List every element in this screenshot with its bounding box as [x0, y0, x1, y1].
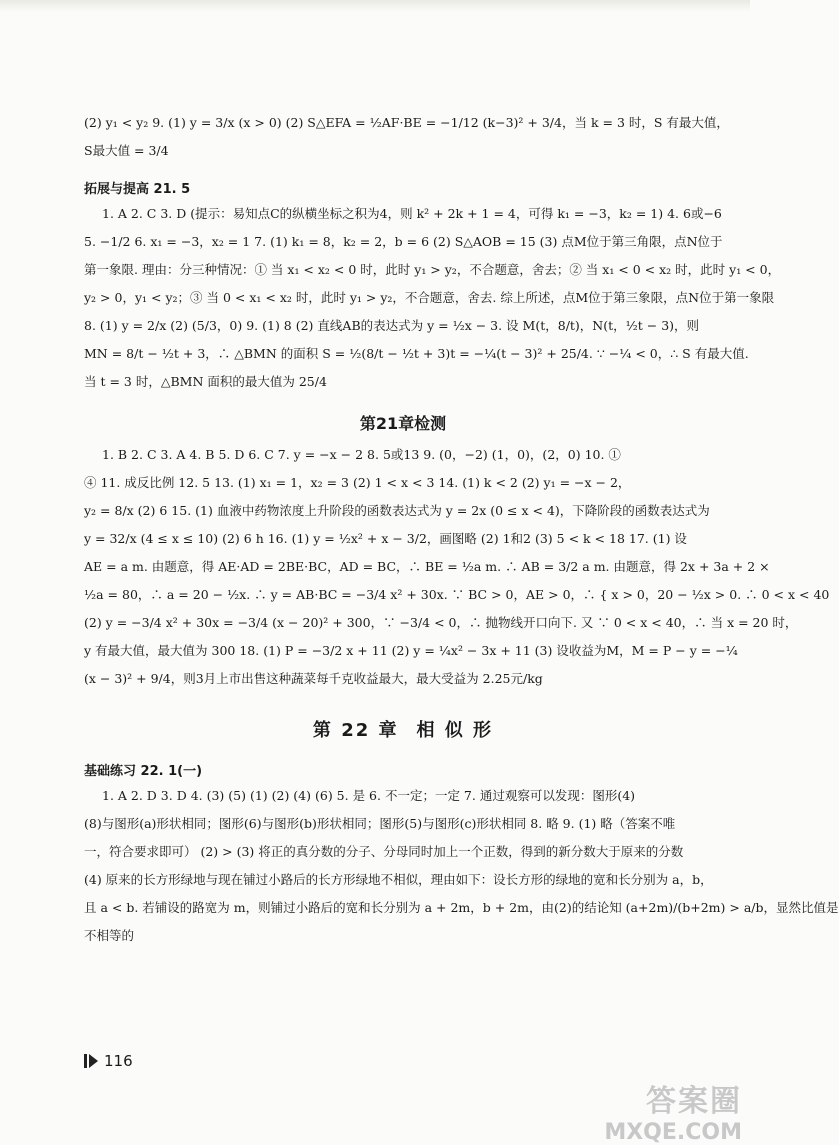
- play-marker-icon: [84, 1054, 98, 1068]
- answer-line: ½a = 80，∴ a = 20 − ½x. ∴ y = AB·BC = −3/4 x² + 30x. ∵ BC > 0，AE > 0，∴ { x > 0，20 − ½x > 0. ∴ 0 < x < 40: [84, 587, 830, 602]
- intro-block: [84, 112, 729, 162]
- chapter-name: 相 似 形: [416, 720, 494, 741]
- answer-line: 1. A 2. D 3. D 4. (3) (5) (1) (2) (4) (6) 5. 是 6. 不一定；一定 7. 通过观察可以发现：图形(4): [102, 788, 636, 803]
- chapter-22-title: [84, 716, 722, 742]
- answer-line: 一，符合要求即可） (2) > (3) 将正的真分数的分子、分母同时加上一个正数，得到的新分数大于原来的分数: [84, 844, 684, 859]
- answer-line: 1. A 2. C 3. D (提示：易知点C的纵横坐标之积为4，则 k² + 2k + 1 = 4，可得 k₁ = −3，k₂ = 1) 4. 6或−6: [102, 206, 722, 221]
- section-heading: 基础练习 22. 1(一): [84, 764, 203, 779]
- section-heading: 拓展与提高 21. 5: [84, 182, 191, 197]
- answer-line: AE = a m. 由题意，得 AE·AD = 2BE·BC，AD = BC，∴ BE = ½a m. ∴ AB = 3/2 a m. 由题意，得 2x + 3a + 2 ×: [84, 559, 770, 574]
- page-footer: [84, 1052, 133, 1070]
- chapter-label: 第 22 章: [312, 720, 399, 741]
- chapter-21-test: [84, 411, 830, 690]
- answer-line: (4) 原来的长方形绿地与现在铺过小路后的长方形绿地不相似，理由如下：设长方形的绿地的宽和长分别为 a，b，: [84, 872, 713, 887]
- top-scan-strip: [0, 0, 750, 12]
- watermark: [604, 1076, 742, 1145]
- answer-line: (2) y = −3/4 x² + 30x = −3/4 (x − 20)² + 300，∵ −3/4 < 0，∴ 抛物线开口向下. 又 ∵ 0 < x < 40，∴ 当 x = 20 时，: [84, 615, 798, 630]
- answer-line: 5. −1/2 6. x₁ = −3，x₂ = 1 7. (1) k₁ = 8，k₂ = 2，b = 6 (2) S△AOB = 15 (3) 点M位于第三角限，点N位于: [84, 234, 723, 249]
- watermark-url: MXQE.COM: [604, 1120, 742, 1145]
- answer-line: 且 a < b. 若铺设的路宽为 m，则铺过小路后的宽和长分别为 a + 2m，b + 2m，由(2)的结论知 (a+2m)/(b+2m) > a/b，显然比值是: [84, 900, 839, 915]
- answer-line: ④ 11. 成反比例 12. 5 13. (1) x₁ = 1，x₂ = 3 (2) 1 < x < 3 14. (1) k < 2 (2) y₁ = −x − 2，: [84, 475, 631, 490]
- answer-line: (x − 3)² + 9/4，则3月上市出售这种蔬菜每千克收益最大，最大受益为 2.25元/kg: [84, 671, 543, 686]
- answer-line: y 有最大值，最大值为 300 18. (1) P = −3/2 x + 11 (2) y = ¼x² − 3x + 11 (3) 设收益为M，M = P − y = −¼: [84, 643, 738, 658]
- answer-line: y = 32/x (4 ≤ x ≤ 10) (2) 6 h 16. (1) y = ½x² + x − 3/2，画图略 (2) 1和2 (3) 5 < k < 18 17. (1) 设: [84, 531, 687, 546]
- answer-line: y₂ = 8/x (2) 6 15. (1) 血液中药物浓度上升阶段的函数表达式为 y = 2x (0 ≤ x < 4)，下降阶段的函数表达式为: [84, 503, 710, 518]
- answer-line: (8)与图形(a)形状相同；图形(6)与图形(b)形状相同；图形(5)与图形(c)形状相同 8. 略 9. (1) 略（答案不唯: [84, 816, 676, 831]
- page-content: [84, 112, 839, 953]
- answer-line: y₂ > 0，y₁ < y₂；③ 当 0 < x₁ < x₂ 时，此时 y₁ > y₂，不合题意，舍去. 综上所述，点M位于第三象限，点N位于第一象限: [84, 290, 775, 305]
- chapter-22: [84, 716, 839, 947]
- watermark-logo: 答案圈: [646, 1084, 742, 1119]
- answer-line: 当 t = 3 时，△BMN 面积的最大值为 25/4: [84, 374, 327, 389]
- answer-line: 第一象限. 理由：分三种情况：① 当 x₁ < x₂ < 0 时，此时 y₁ > y₂，不合题意，舍去；② 当 x₁ < 0 < x₂ 时，此时 y₁ < 0，: [84, 262, 781, 277]
- answer-line: 8. (1) y = 2/x (2) (5/3，0) 9. (1) 8 (2) 直线AB的表达式为 y = ½x − 3. 设 M(t，8/t)，N(t，½t − 3)，则: [84, 318, 700, 333]
- section-21-5: [84, 178, 781, 393]
- answer-line: MN = 8/t − ½t + 3，∴ △BMN 的面积 S = ½(8/t − ½t + 3)t = −¼(t − 3)² + 25/4. ∵ −¼ < 0，∴ S 有最大值.: [84, 346, 749, 361]
- intro-line-1: (2) y₁ < y₂ 9. (1) y = 3/x (x > 0) (2) S△EFA = ½AF·BE = −1/12 (k−3)² + 3/4，当 k = 3 时，S 有最大值，: [84, 115, 729, 130]
- answer-line: 1. B 2. C 3. A 4. B 5. D 6. C 7. y = −x − 2 8. 5或13 9. (0，−2) (1，0)，(2，0) 10. ①: [102, 447, 621, 462]
- answer-line: 不相等的: [84, 928, 135, 943]
- chapter-title: 第21章检测: [359, 414, 447, 433]
- page-number: 116: [104, 1052, 133, 1070]
- intro-line-2: S最大值 = 3/4: [84, 143, 169, 158]
